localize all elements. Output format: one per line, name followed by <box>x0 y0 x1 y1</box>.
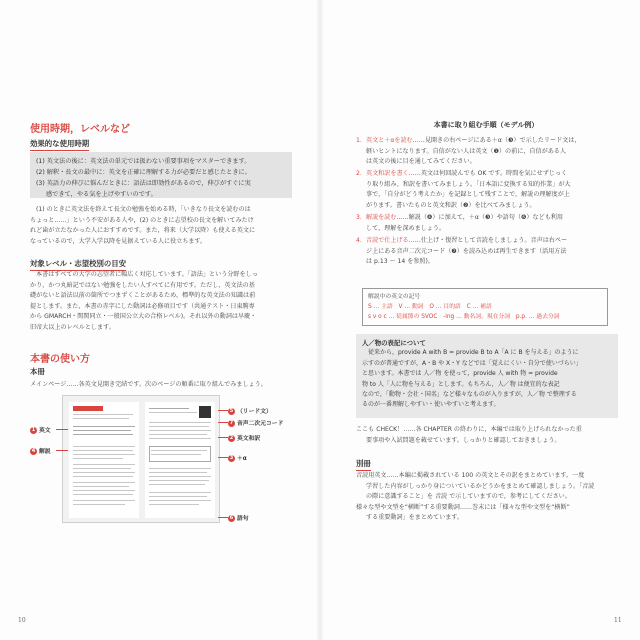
text-line: 提とします。また，本書の赤字にした動詞は必修項目です（共通テスト・日東駒専 <box>30 302 255 310</box>
step-text: して，理解を深めましょう。 <box>366 224 446 232</box>
callout-label: 英文和訳 <box>237 436 261 442</box>
procedure-title: 本書に取り組む手順（モデル例） <box>433 121 539 129</box>
callout-number: 1 <box>31 427 36 433</box>
legend-line: s v o c … 従属節の SVOC -ing … 動名詞，現在分詞 p.p. … 過去分詞 <box>368 314 560 320</box>
callout-number: 2 <box>229 435 234 441</box>
callout-label: 英文 <box>39 428 51 434</box>
text-line: ここも CHECK！……各 CHAPTER の終わりに，本編では取り上げられなかった重 <box>356 426 582 433</box>
step-line <box>356 180 616 191</box>
callout-number: 3 <box>229 455 234 461</box>
note-title: 人／物の表記について <box>362 339 426 347</box>
step-line <box>356 247 616 258</box>
step-text: 事で，「自分がどう考えたか」を記録として残すことで，解説の理解度が上 <box>366 191 570 198</box>
text-line: (1) のときに英文法を終えて長文の勉強を始める時，「いきなり長文を読むのは <box>36 206 251 213</box>
section-title-usage: 使用時期，レベルなど <box>30 124 130 135</box>
callout-translation <box>228 433 260 442</box>
callout-label: ＋α <box>237 456 247 462</box>
step-text: ……英文は何回読んでも OK です。時間を気にせずじっく <box>408 170 568 177</box>
book-gutter <box>316 0 324 640</box>
note-line: 従来から，provide A with B = provide B to A「A に B を与える」のように <box>368 349 579 357</box>
step-line <box>356 257 616 268</box>
page-number: 11 <box>614 617 622 624</box>
period-item: (2) 解釈・長文の最中に：英文を正確に理解する力が必要だと感じたときに。 <box>36 169 251 176</box>
period-item: (3) 英語力の伸びに悩んだときに：語法は即効性があるので，伸びがすぐに実 <box>36 180 251 187</box>
page-number: 10 <box>18 617 26 624</box>
text-line: 本書はすべての大学の志望者に幅広く対応しています。「語法」という分野をしっ <box>36 271 258 278</box>
step-text: り取り組み，和訳を書いてみましょう。「日本語に変換する知的作業」が大 <box>366 180 571 188</box>
text-line: なっているので，大学入学以降を見据えている人に役立ちます。 <box>30 237 207 245</box>
note-line: るのが一番理解しやすい・使いやすいと考えます。 <box>362 401 500 409</box>
callout-lead-text <box>228 406 272 415</box>
text-line: 要事項や入試問題を載せています。しっかりと確認しておきましょう。 <box>366 436 561 444</box>
step-text: ……解説（❹）に加えて，＋α（❸）や語句（❻）なども利用 <box>396 214 563 221</box>
step-line <box>356 224 616 235</box>
note-line: 物 to 人「人に物を与える」とします。もちろん，人／物 は便宜的な表記 <box>362 380 560 388</box>
main-book-label: 本冊 <box>30 367 45 376</box>
text-line: ちょっと……」という不安がある人や，(2) のときに志望校の長文を解いてみたけ <box>30 216 254 224</box>
step-line <box>356 236 616 247</box>
symbol-legend-box <box>362 288 608 326</box>
step-line <box>356 157 616 168</box>
note-line: と思います。本書では 人／物 を使って，provide 人 with 物 = provide <box>362 370 558 378</box>
callout-number: 6 <box>229 515 234 521</box>
callout-vocabulary <box>228 513 249 522</box>
text-line: 音読用英文……本編に掲載されている 100 の英文とその訳をまとめています。一度 <box>356 472 585 479</box>
step-text: 軽いヒントになります。自信がない人は英文（❶）の前に，自信がある人 <box>366 147 566 155</box>
step-lead: 2．英文和訳を書く <box>356 170 409 177</box>
text-line: 様々な型や文型を“横断”する重要動詞……巻末には「様々な型や文型を“横断” <box>356 503 570 511</box>
supplement-heading: 別冊 <box>356 458 371 471</box>
text-line: 学習した内容がしっかり身についているかどうかをまとめて確認しましょう。「音読 <box>366 482 595 490</box>
callout-plus-alpha <box>228 453 247 462</box>
step-line <box>356 169 616 180</box>
step-text: は p.13 ～ 14 を参照)。 <box>366 258 435 265</box>
qr-code-icon <box>199 406 211 418</box>
legend-title: 解説中の英文の記号 <box>368 294 421 300</box>
period-item: 感できて，やる気を上げやすいのです。 <box>46 191 157 198</box>
step-text: がります。書いたものと英文和訳（❷）を比べてみましょう。 <box>366 201 536 209</box>
step-text: ……見開きの右ページにある＋α（❸）で示したリード文は， <box>412 137 581 144</box>
callout-explanation <box>30 446 51 455</box>
callout-number: 7 <box>229 420 234 426</box>
callout-label: （リード文） <box>237 409 272 415</box>
step-line <box>356 190 616 201</box>
sample-right-page <box>145 402 215 518</box>
text-line: 旧帝大以上のレベルとします。 <box>30 323 115 331</box>
text-line: の際に意識すること」を 音読 で示していますので，参考にしてください。 <box>366 493 571 501</box>
procedure-section <box>356 120 616 270</box>
legend-line: S … 主語 V … 動詞 O … 目的語 C … 補語 <box>368 304 492 310</box>
callout-label: 解説 <box>39 449 51 455</box>
usage-note-paragraph <box>30 205 294 247</box>
effective-period-heading: 効果的な使用時期 <box>30 138 89 151</box>
note-line: なので，「動物・会社・国名」など様々なものが入りますが，人／物 で整理する <box>362 391 577 399</box>
notation-note-box <box>356 334 618 418</box>
step-line <box>356 213 616 224</box>
callout-english-text <box>30 425 51 434</box>
main-page-description: メインページ……各英文見開き完結です。次のページの順番に取り組んでみましょう。 <box>30 381 267 388</box>
step-line <box>356 201 616 212</box>
text-line: する重要動詞」をまとめています。 <box>366 514 464 522</box>
sample-page-illustration <box>62 395 220 523</box>
note-line: 示すのが普通ですが，A・B や X・Y などでは「覚えにくい・自分で使いづらい」 <box>362 359 582 367</box>
level-paragraph <box>30 270 294 334</box>
step-line <box>356 136 616 147</box>
step-line <box>356 147 616 158</box>
usage-period-box <box>30 152 292 198</box>
callout-number: 4 <box>31 448 36 454</box>
callout-label: 語句 <box>237 516 249 522</box>
text-line: かり，かつ丸暗記ではない勉強をしたい人すべてに有用です。ただし，英文法の基 <box>30 281 255 289</box>
callout-label: 音声二次元コード <box>237 421 284 427</box>
level-heading: 対象レベル・志望校別の目安 <box>30 258 126 271</box>
period-item: (1) 英文法の後に：英文法の単元では扱わない重要事項をマスターできます。 <box>36 158 251 165</box>
text-line: れど歯が立たなかった人におすすめです。また，将来（大学以降）も使える英文に <box>30 227 256 235</box>
step-text: は英文の後に目を通してみてください。 <box>366 158 476 165</box>
step-lead: 4．音読で仕上げる <box>356 237 409 244</box>
check-paragraph <box>356 425 620 446</box>
step-text: ……仕上げ・復習として音読をしましょう。音声は右ペー <box>408 237 568 244</box>
step-lead: 1．英文と＋αを読む <box>356 137 413 144</box>
callout-number: 5 <box>229 408 234 414</box>
step-text: ジ上にある音声二次元コード（❼）を読み込めば再生できます（活用方法 <box>366 247 567 255</box>
callout-audio-qr <box>228 418 283 427</box>
text-line: から GMARCH・関関同立・一般国公立大の合格レベル)。それ以外の動詞は早慶・ <box>30 313 257 321</box>
section-title-how-to-use: 本書の使い方 <box>30 354 90 365</box>
supplement-paragraph <box>356 471 620 524</box>
step-lead: 3．解説を読む <box>356 214 397 221</box>
text-line: 礎がないと語法以前の箇所でつまずくことがあるため，標準的な英文法の知識は前 <box>30 292 256 300</box>
sample-left-page <box>69 402 139 518</box>
